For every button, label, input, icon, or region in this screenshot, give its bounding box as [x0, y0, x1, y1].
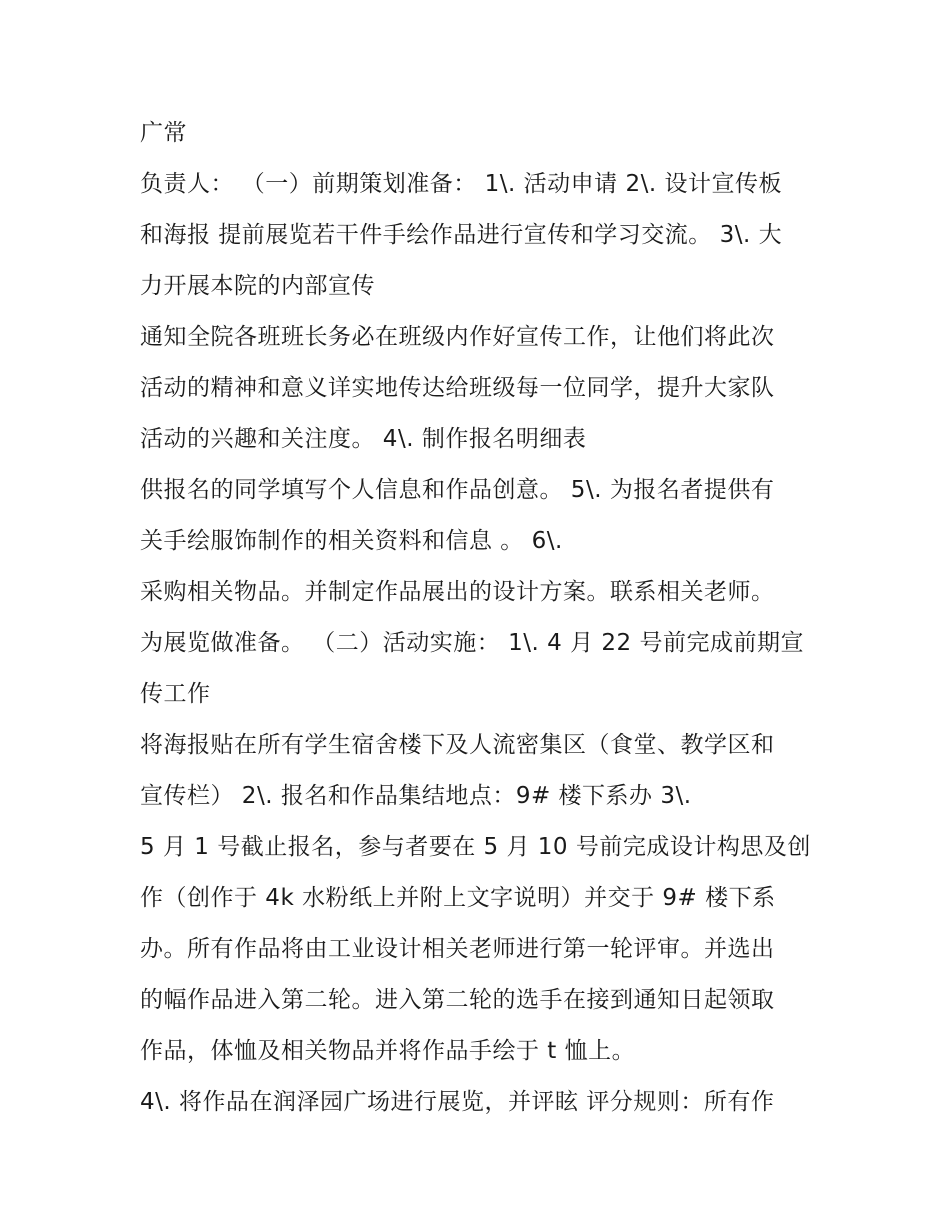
text-line: 活动的兴趣和关注度。 4\. 制作报名明细表 [140, 426, 587, 452]
text-line: 供报名的同学填写个人信息和作品创意。 5\. 为报名者提供有 [140, 477, 775, 503]
body-text [140, 108, 830, 1128]
text-line: 宣传栏） 2\. 报名和作品集结地点：9# 楼下系办 3\. [140, 783, 692, 809]
text-line: 采购相关物品。并制定作品展出的设计方案。联系相关老师。 [140, 579, 775, 605]
text-line: 5 月 1 号截止报名，参与者要在 5 月 10 号前完成设计构思及创 [140, 834, 811, 860]
text-line: 传工作 [140, 681, 211, 707]
text-line: 和海报 提前展览若干件手绘作品进行宣传和学习交流。 3\. 大 [140, 222, 783, 248]
text-line: 作品，体恤及相关物品并将作品手绘于 t 恤上。 [140, 1038, 636, 1064]
text-line: 为展览做准备。 （二）活动实施： 1\. 4 月 22 号前完成前期宣 [140, 630, 804, 656]
text-line: 的幅作品进入第二轮。进入第二轮的选手在接到通知日起领取 [140, 987, 775, 1013]
text-line: 活动的精神和意义详实地传达给班级每一位同学，提升大家队 [140, 375, 775, 401]
text-line: 负责人： （一）前期策划准备： 1\. 活动申请 2\. 设计宣传板 [140, 171, 782, 197]
text-line: 4\. 将作品在润泽园广场进行展览，并评眩 评分规则：所有作 [140, 1089, 775, 1115]
text-line: 办。所有作品将由工业设计相关老师进行第一轮评审。并选出 [140, 936, 775, 962]
text-line: 通知全院各班班长务必在班级内作好宣传工作，让他们将此次 [140, 324, 775, 350]
text-line: 将海报贴在所有学生宿舍楼下及人流密集区（食堂、教学区和 [140, 732, 775, 758]
text-line: 广常 [140, 120, 187, 146]
text-line: 力开展本院的内部宣传 [140, 273, 375, 299]
text-line: 作（创作于 4k 水粉纸上并附上文字说明）并交于 9# 楼下系 [140, 885, 776, 911]
text-line: 关手绘服饰制作的相关资料和信息 。 6\. [140, 528, 563, 554]
